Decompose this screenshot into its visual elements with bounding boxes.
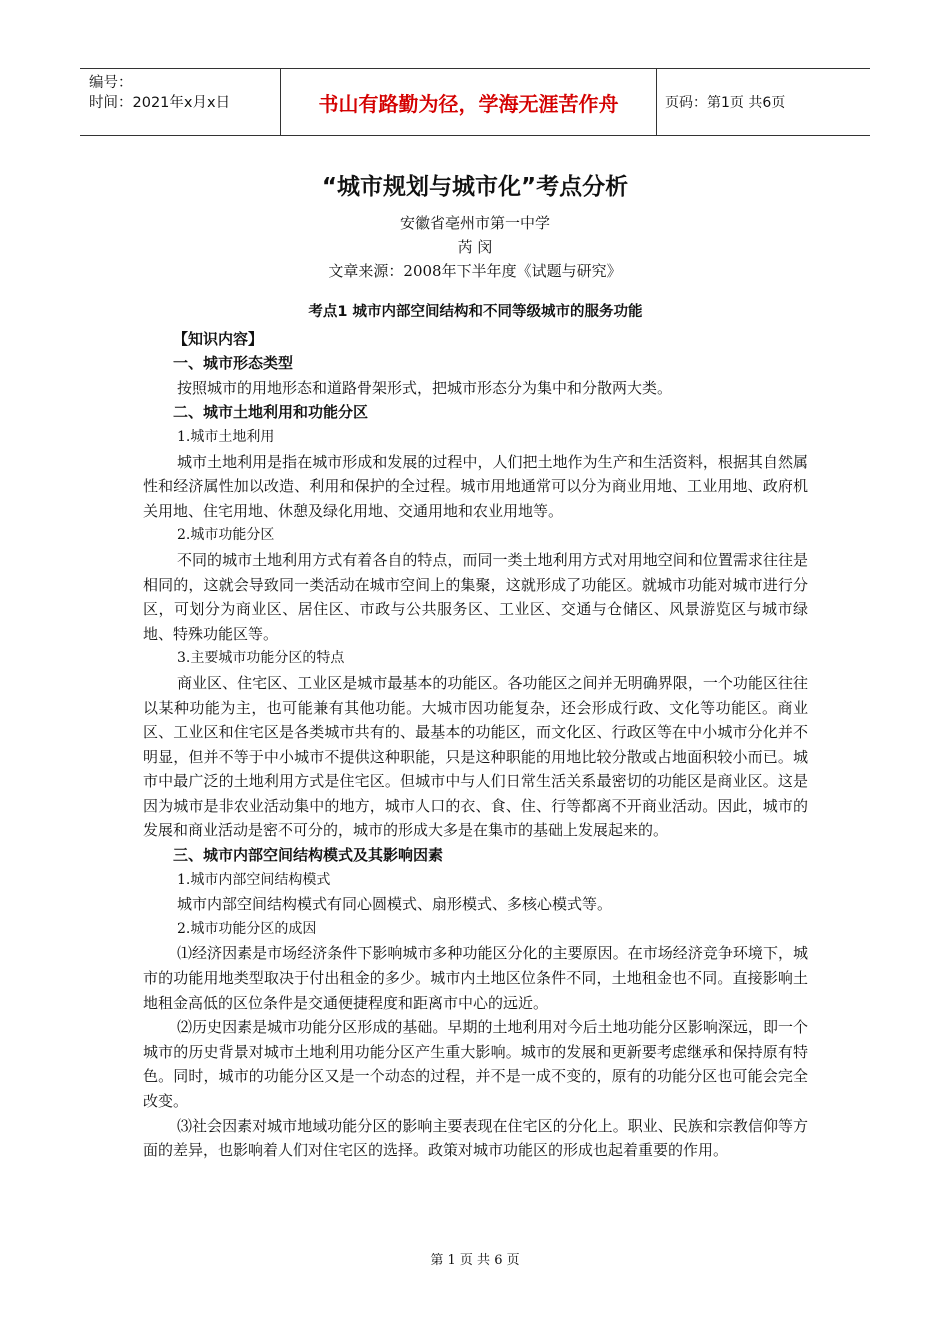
header-motto: 书山有路勤为径，学海无涯苦作舟 [281, 69, 657, 135]
document-title: “城市规划与城市化”考点分析 [321, 174, 629, 200]
header-page-label: 页码：第1页 共6页 [665, 95, 786, 111]
paragraph: 商业区、住宅区、工业区是城市最基本的功能区。各功能区之间并无明确界限，一个功能区往往以某种功能为主，也可能兼有其他功能。大城市因功能复杂，还会形成行政、文化等功能区。商业区、工业区和住宅区是各类城市共有的、最基本的功能区，而文化区、行政区等在中小城市分化并不明显，但并不等于中小城市不提供这种职能，只是这种职能的用地比较分散或占地面积较小而已。城市中最广泛的土地利用方式是住宅区。但城市中与人们日常生活关系最密切的功能区是商业区。这是因为城市是非农业活动集中的地方，城市人口的衣、食、住、行等都离不开商业活动。因此，城市的发展和商业活动是密不可分的，城市的形成大多是在集市的基础上发展起来的。 [143, 673, 808, 840]
knowledge-heading: 【知识内容】 [173, 329, 264, 348]
article-source: 文章来源：2008年下半年度《试题与研究》 [328, 262, 622, 280]
heading-spatial-structure: 三、城市内部空间结构模式及其影响因素 [173, 846, 444, 865]
header-left-cell [80, 69, 281, 135]
subheading: 1.城市土地利用 [177, 428, 275, 445]
paragraph: ⑴经济因素是市场经济条件下影响城市多种功能区分化的主要原因。在市场经济竞争环境下，城市的功能用地类型取决于付出租金的多少。城市内土地区位条件不同，土地租金也不同。直接影响土地租金高低的区位条件是交通便捷程度和距离市中心的远近。 [143, 944, 808, 1012]
author-name: 芮 闵 [457, 238, 493, 256]
document-time-label: 时间：2021年x月x日 [89, 95, 231, 111]
paragraph: 城市内部空间结构模式有同心圆模式、扇形模式、多核心模式等。 [177, 895, 613, 914]
paragraph: ⑶社会因素对城市地域功能分区的影响主要表现在住宅区的分化上。职业、民族和宗教信仰等方面的差异，也影响着人们对住宅区的选择。政策对城市功能区的形成也起着重要的作用。 [143, 1116, 808, 1160]
page-footer: 第 1 页 共 6 页 [430, 1253, 520, 1268]
paragraph: 城市土地利用是指在城市形成和发展的过程中，人们把土地作为生产和生活资料，根据其自然属性和经济属性加以改造、利用和保护的全过程。城市用地通常可以分为商业用地、工业用地、政府机关用地、住宅用地、休憩及绿化用地、交通用地和农业用地等。 [143, 452, 808, 520]
subheading: 1.城市内部空间结构模式 [177, 871, 331, 888]
subheading: 2.城市功能分区 [177, 527, 275, 544]
heading-land-use: 二、城市土地利用和功能分区 [173, 403, 369, 422]
paragraph: 不同的城市土地利用方式有着各自的特点，而同一类土地利用方式对用地空间和位置需求往往是相同的，这就会导致同一类活动在城市空间上的集聚，这就形成了功能区。就城市功能对城市进行分区，可划分为商业区、居住区、市政与公共服务区、工业区、交通与仓储区、风景游览区与城市绿地、特殊功能区等。 [143, 550, 808, 643]
paragraph: 按照城市的用地形态和道路骨架形式，把城市形态分为集中和分散两大类。 [177, 378, 673, 397]
paragraph: ⑵历史因素是城市功能分区形成的基础。早期的土地利用对今后土地功能分区影响深远，即一个城市的历史背景对城市土地利用功能分区产生重大影响。城市的发展和更新要考虑继承和保持原有特色。同时，城市的功能分区又是一个动态的过程，并不是一成不变的，原有的功能分区也可能会完全改变。 [143, 1018, 808, 1110]
section-title: 考点1 城市内部空间结构和不同等级城市的服务功能 [308, 304, 643, 320]
author-school: 安徽省亳州市第一中学 [399, 214, 550, 232]
document-body [143, 300, 808, 1163]
heading-urban-form: 一、城市形态类型 [173, 354, 294, 373]
subheading: 3.主要城市功能分区的特点 [177, 650, 345, 667]
header-table [80, 68, 870, 136]
document-number-label: 编号： [89, 75, 133, 91]
subheading: 2.城市功能分区的成因 [177, 920, 317, 937]
